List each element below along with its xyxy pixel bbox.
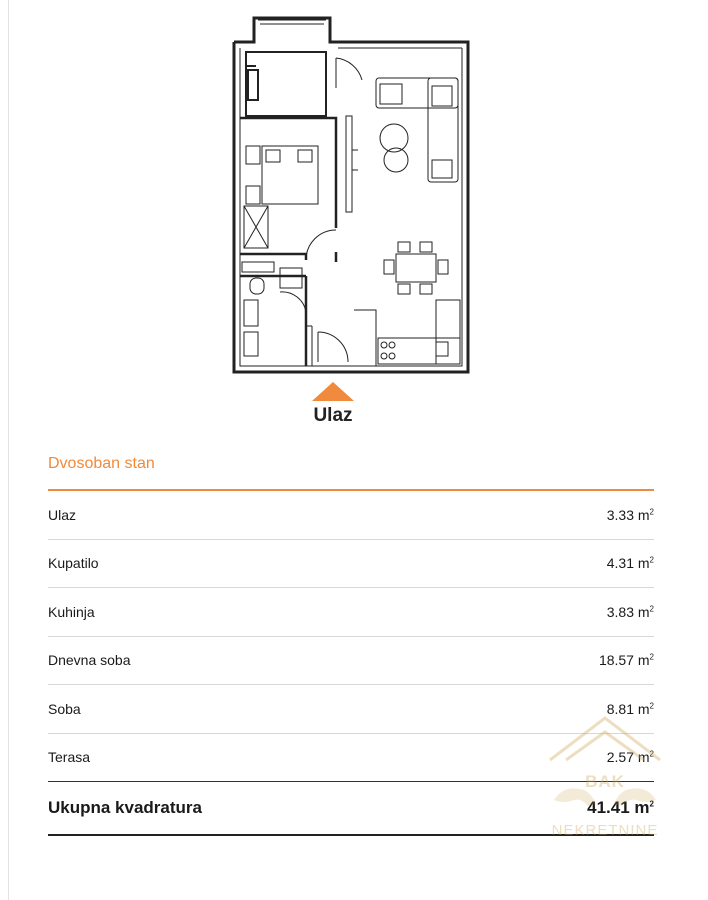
area-row [48,734,654,783]
room-name: Ulaz [48,506,77,523]
bedroom-door [306,230,336,260]
room-name: Dnevna soba [48,652,131,669]
outer-walls [234,18,468,372]
kitchen [354,300,460,366]
entrance [306,326,348,366]
coffee-table [380,124,408,172]
living-divider [346,116,358,212]
floor-plan [0,0,708,380]
dining-set [384,242,448,294]
area-table [48,491,654,836]
room-area: 4.31 $m^2$ [606,555,654,572]
total-area: 41.41 $m^2$ [587,798,654,817]
area-row [48,491,654,540]
total-area-row [48,781,654,836]
watermark-brand: BAK [585,772,625,791]
sofa [376,78,458,182]
area-row [48,637,654,686]
room-area: 18.57 $m^2$ [598,652,654,669]
watermark-subbrand: NEKRETNINE [551,822,659,839]
room-area: 3.33 $m^2$ [606,506,654,523]
apartment-type-title: Dvosoban stan [48,455,155,472]
room-name: Soba [48,700,81,717]
area-row [48,685,654,734]
entrance-label: Ulaz [313,405,353,426]
area-row [48,540,654,589]
room-name: Kupatilo [48,555,99,572]
bed [246,146,318,204]
wardrobe [244,206,268,248]
total-label: Ukupna kvadratura [48,798,202,817]
area-row [48,588,654,637]
room-area: 3.83 $m^2$ [606,603,654,620]
room-name: Terasa [48,749,91,766]
terrace [246,52,326,116]
inner-wall-lines [240,24,462,366]
terrace-door [336,58,362,88]
entrance-arrow-icon [312,382,354,401]
room-name: Kuhinja [48,603,95,620]
room-area: 2.57 $m^2$ [606,749,654,766]
room-area: 8.81 $m^2$ [606,700,654,717]
bedroom [240,118,336,262]
